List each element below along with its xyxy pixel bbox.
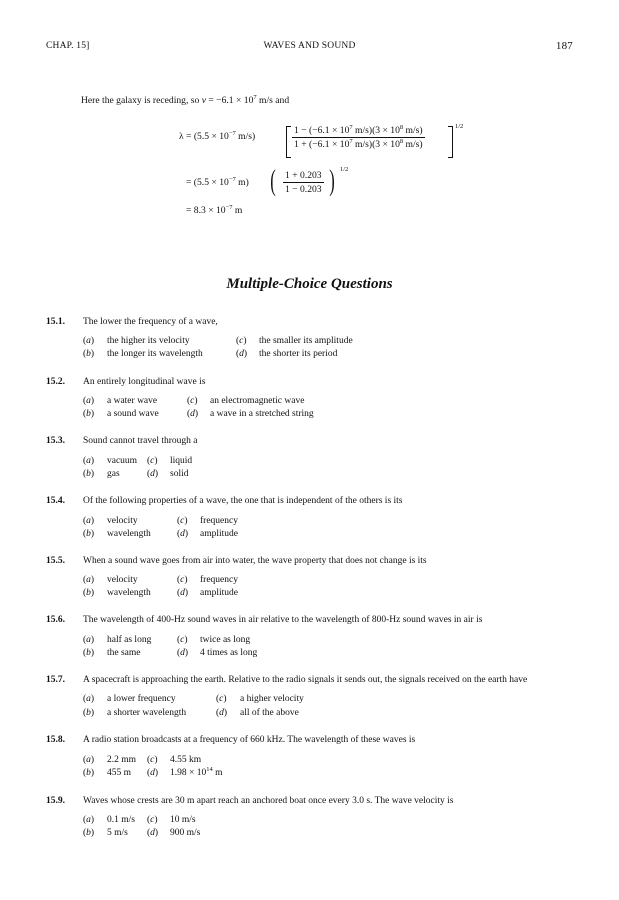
question-number: 15.8. [46, 735, 65, 745]
option-label: (c) [177, 516, 188, 526]
option-label: (d) [236, 349, 248, 359]
option-text: a wave in a stretched string [210, 409, 314, 419]
eq1-den-e1: 7 [349, 137, 353, 145]
option-label: (b) [83, 768, 95, 778]
option-label: (d) [216, 708, 228, 718]
option-label: (a) [83, 575, 95, 585]
option-text [170, 765, 223, 778]
page-header [46, 41, 573, 55]
option-label: (d) [187, 409, 199, 419]
eq1-power: 1/2 [455, 123, 464, 130]
option-text: 455 m [107, 768, 132, 778]
equation-line-1-fraction [292, 125, 425, 150]
right-paren: ) [329, 164, 335, 197]
question-text: A radio station broadcasts at a frequency of 660 kHz. The wavelength of these waves is [83, 735, 416, 745]
eq1-num-e1: 7 [349, 123, 353, 131]
option-d-pre: 1.98 × 10 [170, 768, 207, 778]
eq1-num-e2: 8 [399, 123, 404, 131]
intro-text-after: m/s and [256, 95, 290, 106]
question-number: 15.3. [46, 436, 65, 446]
eq1-den-e2: 8 [399, 137, 404, 145]
eq2-lhs: = (5.5 × 10 [186, 177, 229, 188]
question-number: 15.2. [46, 377, 65, 387]
option-text: amplitude [200, 529, 238, 539]
option-text: the same [107, 648, 141, 658]
option-text: the shorter its period [259, 349, 338, 359]
eq2-lhs-unit: m) [235, 177, 249, 188]
option-text: 0.1 m/s [107, 815, 135, 825]
option-label: (d) [147, 828, 159, 838]
option-label: (c) [177, 635, 188, 645]
equation-line-3 [186, 205, 242, 216]
intro-text-eq: = −6.1 × 10 [205, 95, 254, 106]
eq2-lhs-exp: −7 [228, 175, 236, 183]
option-label: (a) [83, 635, 95, 645]
option-d-exp: 14 [206, 765, 213, 773]
option-text: the smaller its amplitude [259, 336, 353, 346]
option-label: (d) [147, 469, 159, 479]
option-label: (c) [216, 694, 227, 704]
option-label: (b) [83, 469, 95, 479]
option-text: an electromagnetic wave [210, 396, 305, 406]
option-text: liquid [170, 456, 193, 466]
option-label: (d) [177, 588, 189, 598]
eq1-den-c: m/s) [403, 139, 423, 150]
page-number: 187 [555, 40, 573, 52]
option-label: (c) [147, 456, 158, 466]
option-text: 4.55 km [170, 755, 202, 765]
option-text: vacuum [107, 456, 138, 466]
option-label: (a) [83, 815, 95, 825]
question-text: An entirely longitudinal wave is [83, 377, 206, 387]
eq2-power: 1/2 [340, 166, 349, 173]
eq2-fraction [283, 170, 324, 195]
question-number: 15.6. [46, 615, 65, 625]
option-text: a sound wave [107, 409, 159, 419]
eq2-numerator: 1 + 0.203 [285, 170, 322, 181]
option-label: (d) [147, 768, 159, 778]
option-label: (a) [83, 516, 95, 526]
question-text: Waves whose crests are 30 m apart reach an anchored boat once every 3.0 s. The wave velocity is [83, 796, 454, 806]
option-label: (c) [177, 575, 188, 585]
eq1-den-b: m/s)(3 × 10 [352, 139, 400, 150]
option-text: a higher velocity [240, 694, 304, 704]
option-text: 10 m/s [170, 815, 196, 825]
eq1-den-a: 1 + (−6.1 × 10 [294, 139, 350, 150]
eq3-a: = 8.3 × 10 [186, 205, 226, 216]
running-title: WAVES AND SOUND [263, 41, 356, 51]
option-text: a shorter wavelength [107, 708, 187, 718]
eq3-b: m [232, 205, 243, 216]
eq1-denominator [292, 138, 425, 150]
intro-line [81, 95, 289, 106]
question-text: When a sound wave goes from air into water, the wave property that does not change is its [83, 556, 427, 566]
option-text: velocity [107, 516, 138, 526]
option-label: (b) [83, 588, 95, 598]
question-text: The lower the frequency of a wave, [83, 317, 218, 327]
option-label: (d) [177, 529, 189, 539]
eq1-lhs-unit: m/s) [235, 131, 256, 142]
option-label: (c) [236, 336, 247, 346]
option-text: velocity [107, 575, 138, 585]
option-text: 900 m/s [170, 828, 201, 838]
option-text: a lower frequency [107, 694, 176, 704]
right-bracket [448, 126, 453, 158]
option-label: (b) [83, 648, 95, 658]
equation-line-1-lhs [179, 131, 255, 142]
chapter-label: CHAP. 15] [46, 41, 90, 51]
eq1-num-b: m/s)(3 × 10 [352, 125, 400, 136]
question-number: 15.9. [46, 796, 65, 806]
option-text: 5 m/s [107, 828, 128, 838]
question-text: Sound cannot travel through a [83, 436, 198, 446]
question-number: 15.4. [46, 496, 65, 506]
option-text: all of the above [240, 708, 299, 718]
eq1-num-a: 1 − (−6.1 × 10 [294, 125, 350, 136]
option-label: (a) [83, 336, 95, 346]
option-text: the longer its wavelength [107, 349, 203, 359]
intro-v-symbol: v [201, 95, 206, 106]
option-label: (b) [83, 529, 95, 539]
option-text: gas [107, 469, 120, 479]
option-text: frequency [200, 516, 238, 526]
option-text: half as long [107, 635, 152, 645]
equation-line-2-lhs [186, 177, 249, 188]
option-text: frequency [200, 575, 238, 585]
option-label: (a) [83, 755, 95, 765]
eq2-denominator: 1 − 0.203 [285, 184, 322, 195]
option-d-post: m [212, 768, 223, 778]
option-text: solid [170, 469, 189, 479]
section-title: Multiple-Choice Questions [226, 276, 393, 292]
option-label: (b) [83, 409, 95, 419]
intro-exp: 7 [253, 93, 257, 101]
eq1-numerator [292, 125, 425, 138]
option-text: the higher its velocity [107, 336, 190, 346]
eq3-exp: −7 [225, 203, 233, 211]
question-number: 15.5. [46, 556, 65, 566]
question-number: 15.7. [46, 675, 65, 685]
intro-text-before: Here the galaxy is receding, so [81, 95, 202, 106]
question-text: A spacecraft is approaching the earth. Relative to the radio signals it sends out, the signals received on the earth have [83, 675, 528, 685]
option-label: (a) [83, 694, 95, 704]
option-text: 2.2 mm [107, 755, 137, 765]
option-label: (c) [147, 755, 158, 765]
option-label: (a) [83, 456, 95, 466]
option-text: twice as long [200, 635, 251, 645]
option-label: (a) [83, 396, 95, 406]
option-text: a water wave [107, 396, 158, 406]
option-text: wavelength [107, 529, 151, 539]
left-paren: ( [270, 164, 276, 197]
option-label: (c) [147, 815, 158, 825]
question-text: The wavelength of 400-Hz sound waves in air relative to the wavelength of 800-Hz sound waves in air is [83, 615, 483, 625]
option-label: (c) [187, 396, 198, 406]
option-text: 4 times as long [200, 648, 258, 658]
left-bracket [286, 126, 291, 158]
eq1-fraction [292, 125, 425, 150]
eq1-num-c: m/s) [403, 125, 423, 136]
option-label: (d) [177, 648, 189, 658]
question-number: 15.1. [46, 317, 65, 327]
eq1-lhs-exp: −7 [228, 129, 236, 137]
option-text: amplitude [200, 588, 238, 598]
option-text: wavelength [107, 588, 151, 598]
option-label: (b) [83, 349, 95, 359]
equation-line-2-fraction [283, 170, 324, 195]
option-label: (b) [83, 828, 95, 838]
eq1-lhs: λ = (5.5 × 10 [179, 131, 229, 142]
option-label: (b) [83, 708, 95, 718]
question-text: Of the following properties of a wave, the one that is independent of the others is its [83, 496, 403, 506]
